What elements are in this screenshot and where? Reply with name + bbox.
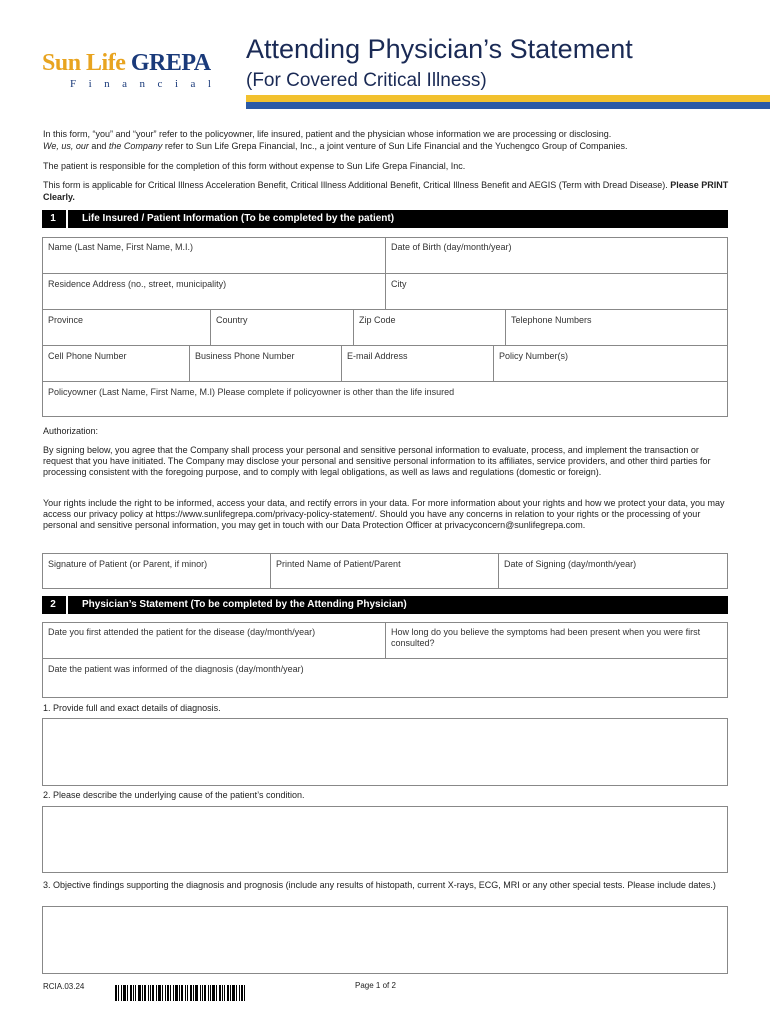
name-label: Name (Last Name, First Name, M.I.) [48, 242, 194, 252]
business-phone-label: Business Phone Number [195, 351, 295, 361]
residence-address-field[interactable] [42, 273, 386, 310]
question-3-label: 3. Objective findings supporting the diagnosis and prognosis (include any results of histopath, current X-rays, ECG, MRI or any other special tests. Please include dates.) [43, 880, 716, 890]
policyowner-field[interactable] [42, 381, 728, 417]
intro-line-1: In this form, “you” and “your” refer to the policyowner, life insured, patient and the physician whose information we are processing or disclosing. [43, 129, 612, 139]
cell-phone-label: Cell Phone Number [48, 351, 127, 361]
authorization-heading: Authorization: [43, 426, 99, 436]
page-subtitle: (For Covered Critical Illness) [246, 70, 487, 91]
objective-findings-textarea[interactable] [42, 906, 728, 974]
header-accent-bar-yellow [246, 95, 770, 102]
intro-print-clearly: Please PRINT Clearly. [43, 180, 729, 202]
telephone-numbers-label: Telephone Numbers [511, 315, 592, 325]
logo-brand-secondary: GREPA [130, 50, 211, 76]
diagnosis-informed-date-field[interactable] [42, 658, 728, 698]
form-code: RCIA.03.24 [43, 982, 85, 991]
intro-applicability [43, 180, 733, 203]
intro-and: and [88, 140, 109, 151]
authorization-consent: By signing below, you agree that the Company shall process your personal and sensitive personal information to evaluate, process, and implement the transaction or request that you have initiated. The Company may disclose your personal and sensitive personal information to its affiliates, service providers, and other third parties for processing consistent with the foregoing purpose, and to comply with legal obligations, as well as laws and regulations (domestic or foreign). [43, 445, 711, 477]
section-2-header [42, 596, 728, 614]
first-attended-date-field[interactable] [42, 622, 386, 659]
section-2-divider [66, 596, 68, 614]
diagnosis-details-textarea[interactable] [42, 718, 728, 786]
zip-code-label: Zip Code [359, 315, 396, 325]
telephone-numbers-field[interactable] [505, 309, 728, 346]
country-label: Country [216, 315, 248, 325]
intro-line-2 [43, 141, 733, 153]
header-accent-bar-blue [246, 102, 770, 109]
policyowner-label: Policyowner (Last Name, First Name, M.I) Please complete if policyowner is other than the life insured [48, 387, 455, 397]
city-label: City [391, 279, 407, 289]
symptoms-duration-field[interactable] [385, 622, 728, 659]
company-logo [42, 50, 211, 77]
province-label: Province [48, 315, 84, 325]
symptoms-duration-label: How long do you believe the symptoms had been present when you were first consulted? [391, 627, 701, 648]
zip-code-field[interactable] [353, 309, 506, 346]
barcode [115, 985, 280, 1001]
question-1-label: 1. Provide full and exact details of diagnosis. [43, 703, 221, 713]
policy-numbers-label: Policy Number(s) [499, 351, 569, 361]
intro-we-us-our: We, us, our [43, 140, 89, 151]
section-2-number: 2 [50, 599, 56, 610]
page-title: Attending Physician’s Statement [246, 34, 633, 64]
email-label: E-mail Address [347, 351, 408, 361]
signature-label: Signature of Patient (or Parent, if minor) [48, 559, 208, 569]
section-1-divider [66, 210, 68, 228]
page-number: Page 1 of 2 [355, 981, 396, 990]
policy-numbers-field[interactable] [493, 345, 728, 382]
logo-brand-primary: Sun Life [42, 50, 126, 76]
first-attended-date-label: Date you first attended the patient for the disease (day/month/year) [48, 627, 316, 637]
intro-line-2-rest: refer to Sun Life Grepa Financial, Inc., a joint venture of Sun Life Financial and the Yuchengco Group of Companies. [162, 140, 628, 151]
authorization-rights: Your rights include the right to be informed, access your data, and rectify errors in your data. For more information about your rights and how we protect your data, you may access our privacy policy at https://www.sunlifegrepa.com/privacy-policy-statement/. Should you have any concerns in relation to your rights or the processing of your personal and sensitive personal information, you may get in touch with our Data Protection Officer at privacyconcern@sunlifegrepa.com. [43, 498, 725, 530]
question-2-label: 2. Please describe the underlying cause of the patient’s condition. [43, 790, 305, 800]
section-1-title: Life Insured / Patient Information (To be completed by the patient) [82, 213, 395, 224]
printed-name-label: Printed Name of Patient/Parent [276, 559, 401, 569]
business-phone-field[interactable] [189, 345, 342, 382]
section-1-number: 1 [50, 213, 56, 224]
date-of-birth-label: Date of Birth (day/month/year) [391, 242, 512, 252]
province-field[interactable] [42, 309, 211, 346]
diagnosis-informed-date-label: Date the patient was informed of the diagnosis (day/month/year) [48, 664, 304, 674]
country-field[interactable] [210, 309, 354, 346]
intro-definitions [43, 129, 733, 152]
section-1-header [42, 210, 728, 228]
cell-phone-field[interactable] [42, 345, 190, 382]
date-of-birth-field[interactable] [385, 237, 728, 274]
printed-name-field[interactable] [270, 553, 499, 589]
intro-applicability-text: This form is applicable for Critical Illness Acceleration Benefit, Critical Illness Additional Benefit, Critical Illness Benefit and AEGIS (Term with Dread Disease). [43, 180, 668, 190]
date-of-signing-field[interactable] [498, 553, 728, 589]
intro-the-company: the Company [108, 140, 163, 151]
intro-responsibility: The patient is responsible for the completion of this form without expense to Sun Life Grepa Financial, Inc. [43, 161, 466, 171]
name-field[interactable] [42, 237, 386, 274]
city-field[interactable] [385, 273, 728, 310]
section-2-title: Physician’s Statement (To be completed by the Attending Physician) [82, 599, 407, 610]
logo-tagline: Financial [70, 78, 224, 90]
email-field[interactable] [341, 345, 494, 382]
underlying-cause-textarea[interactable] [42, 806, 728, 873]
signature-field[interactable] [42, 553, 271, 589]
residence-address-label: Residence Address (no., street, municipality) [48, 279, 227, 289]
date-of-signing-label: Date of Signing (day/month/year) [504, 559, 637, 569]
